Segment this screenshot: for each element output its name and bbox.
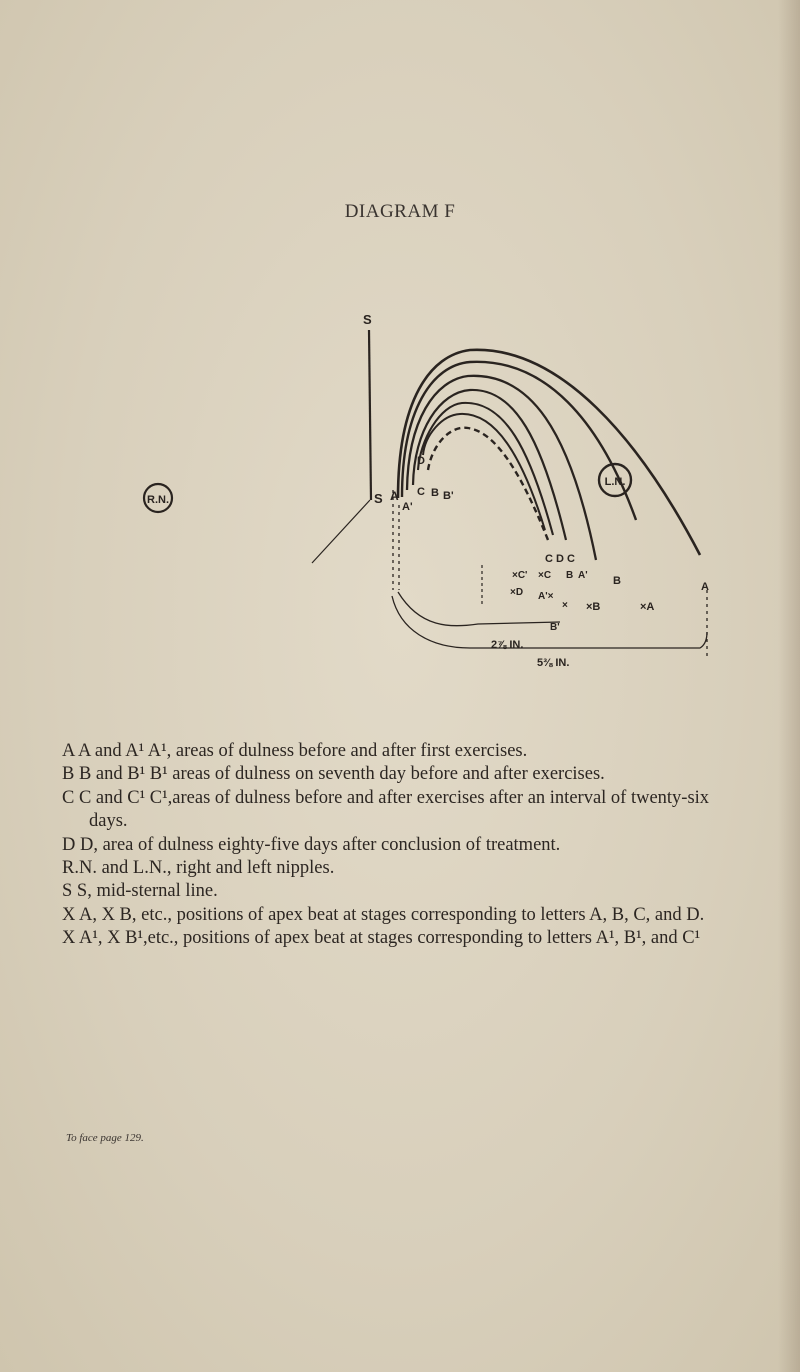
page-caption: To face page 129. <box>66 1132 144 1144</box>
mid-sternal-line <box>369 330 371 500</box>
label-ln: L.N. <box>604 476 626 488</box>
label-x-mid: × <box>562 600 568 611</box>
legend-item-c: C C and C¹ C¹,areas of dulness before and after exercises after an interval of twenty-six days. <box>62 787 710 832</box>
legend-item-apex: X A, X B, etc., positions of apex beat at stages corresponding to letters A, B, C, and D. <box>62 904 705 925</box>
label-dim-outer: 5⅜ IN. <box>537 657 570 669</box>
area-outline-d <box>428 428 548 540</box>
label-xc: ×C <box>538 570 552 581</box>
label-a1-left: A' <box>402 501 413 513</box>
legend-item-nipples: R.N. and L.N., right and left nipples. <box>62 858 335 879</box>
label-a1x: A'× <box>538 591 554 602</box>
label-b1-bottom: B' <box>550 622 560 633</box>
label-rn: R.N. <box>147 494 169 506</box>
label-cdc: C D C <box>545 553 575 565</box>
label-c-left: C <box>417 486 425 498</box>
label-d-top: D <box>417 455 425 467</box>
label-a-right: A <box>701 581 709 593</box>
label-a1-mid: A' <box>578 570 588 581</box>
sternal-diagonal-line <box>312 500 370 563</box>
legend-item-a: A A and A¹ A¹, areas of dulness before and after first exercises. <box>62 741 528 761</box>
area-outline-c <box>418 403 553 535</box>
label-b-right: B <box>613 575 621 587</box>
label-xc1: ×C' <box>512 570 528 581</box>
label-b-mid: B <box>566 570 574 581</box>
area-outline-c1 <box>423 414 545 530</box>
label-dim-inner: 2⅞ IN. <box>491 639 524 651</box>
legend <box>62 740 752 951</box>
right-nipple-marker <box>144 484 172 512</box>
label-s-left: S <box>374 491 383 506</box>
label-s-top: S <box>363 312 372 327</box>
label-b-left: B <box>431 487 439 499</box>
diagram-title: DIAGRAM F <box>344 201 456 222</box>
legend-item-apex-prime: X A¹, X B¹,etc., positions of apex beat at stages corresponding to letters A¹, B¹, and C¹ <box>62 928 701 949</box>
label-xb: ×B <box>586 601 601 613</box>
legend-item-b: B B and B¹ B¹ areas of dulness on seventh day before and after exercises. <box>62 764 605 785</box>
legend-item-d: D D, area of dulness eighty-five days after conclusion of treatment. <box>62 834 561 855</box>
label-a-left: A <box>390 489 399 503</box>
label-xa: ×A <box>640 601 655 613</box>
label-b1-left: B' <box>443 490 454 502</box>
dimension-line-inner <box>398 592 560 626</box>
legend-item-sternal: S S, mid-sternal line. <box>62 881 218 902</box>
label-xd: ×D <box>510 587 524 598</box>
